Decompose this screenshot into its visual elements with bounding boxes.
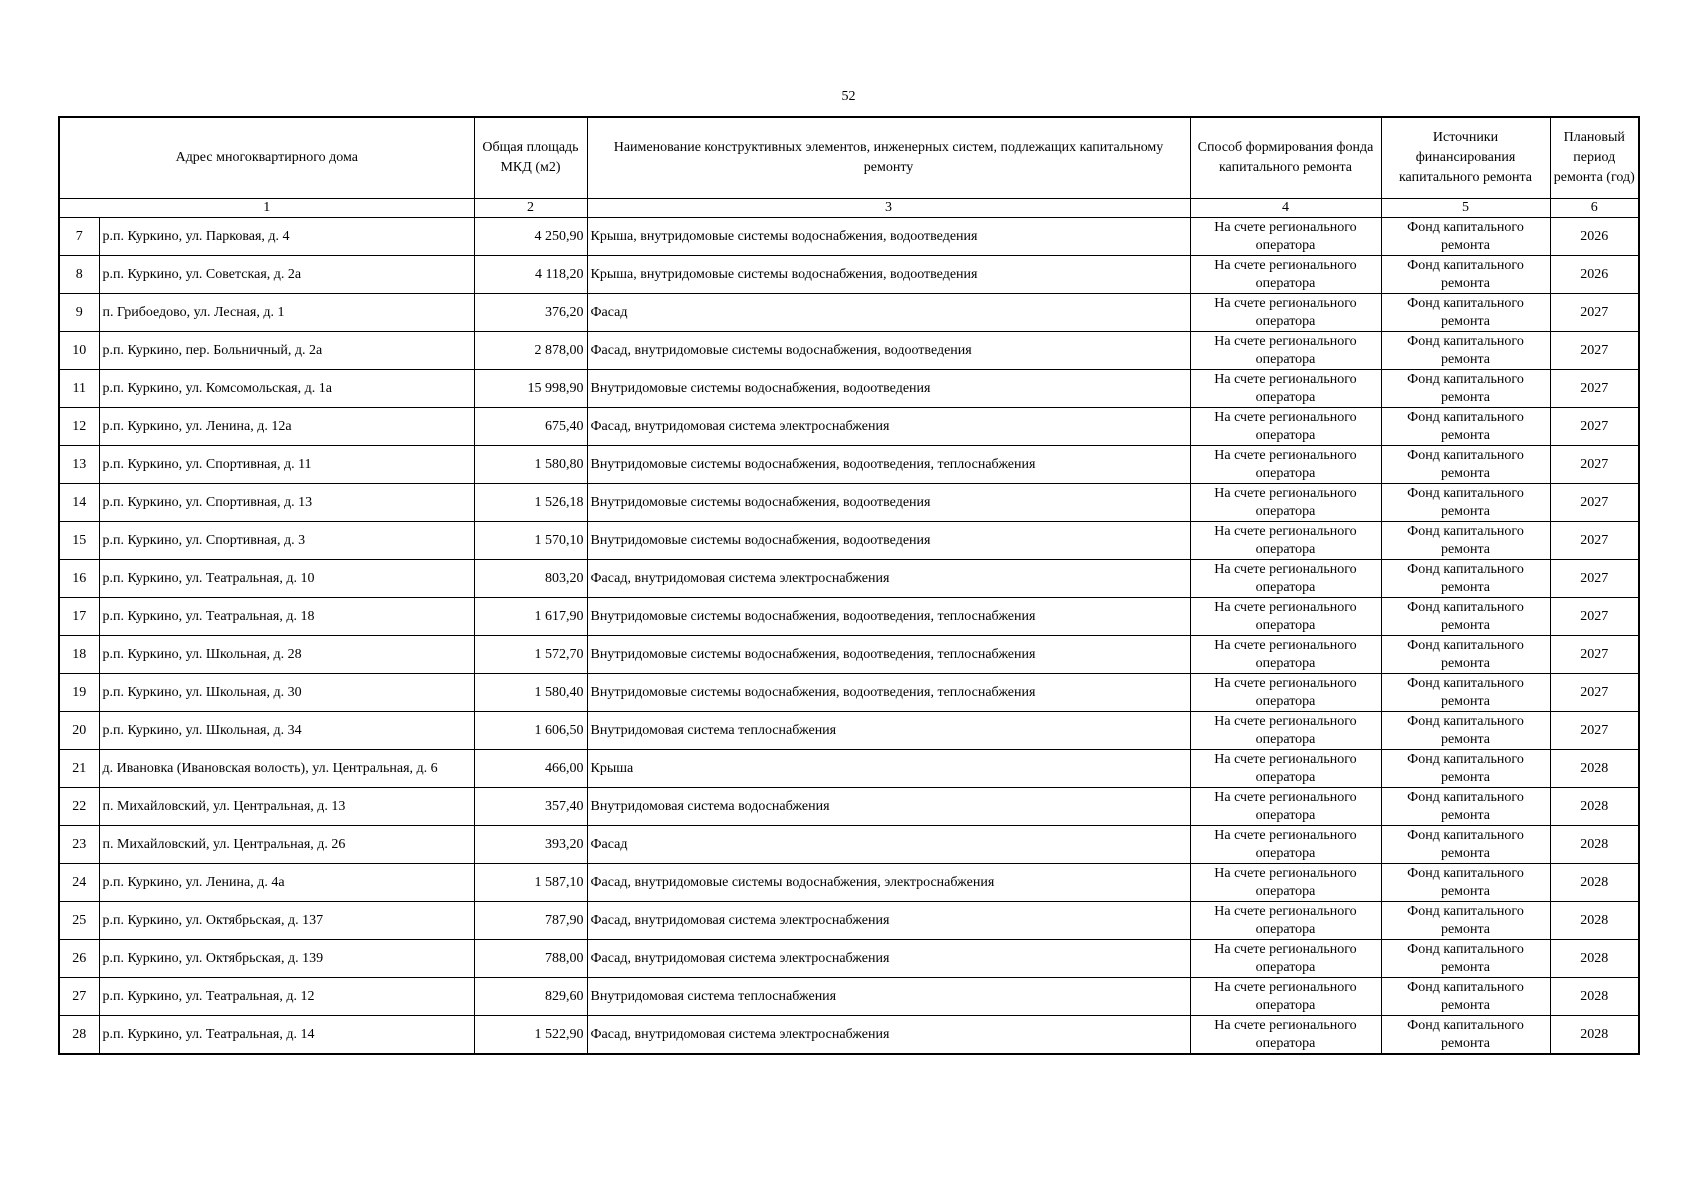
year-cell: 2028: [1550, 978, 1639, 1016]
address-cell: р.п. Куркино, ул. Советская, д. 2а: [99, 256, 474, 294]
table-row: [59, 522, 1639, 560]
area-cell: 2 878,00: [474, 332, 587, 370]
method-cell: На счете регионального оператора: [1190, 446, 1381, 484]
source-cell: Фонд капитального ремонта: [1381, 294, 1550, 332]
elements-cell: Внутридомовая система водоснабжения: [587, 788, 1190, 826]
row-number: 20: [59, 712, 99, 750]
year-cell: 2028: [1550, 940, 1639, 978]
area-cell: 466,00: [474, 750, 587, 788]
column-number: 4: [1190, 199, 1381, 218]
address-cell: р.п. Куркино, ул. Парковая, д. 4: [99, 218, 474, 256]
header-row: [59, 117, 1639, 199]
area-cell: 1 587,10: [474, 864, 587, 902]
elements-cell: Крыша, внутридомовые системы водоснабжения, водоотведения: [587, 256, 1190, 294]
area-cell: 829,60: [474, 978, 587, 1016]
source-cell: Фонд капитального ремонта: [1381, 674, 1550, 712]
source-cell: Фонд капитального ремонта: [1381, 446, 1550, 484]
table-row: [59, 408, 1639, 446]
address-cell: д. Ивановка (Ивановская волость), ул. Центральная, д. 6: [99, 750, 474, 788]
row-number: 19: [59, 674, 99, 712]
year-cell: 2028: [1550, 1016, 1639, 1055]
row-number: 18: [59, 636, 99, 674]
elements-cell: Фасад, внутридомовая система электроснабжения: [587, 940, 1190, 978]
area-cell: 1 526,18: [474, 484, 587, 522]
area-cell: 787,90: [474, 902, 587, 940]
address-cell: р.п. Куркино, ул. Спортивная, д. 11: [99, 446, 474, 484]
address-cell: п. Михайловский, ул. Центральная, д. 13: [99, 788, 474, 826]
method-cell: На счете регионального оператора: [1190, 522, 1381, 560]
year-cell: 2028: [1550, 788, 1639, 826]
area-cell: 357,40: [474, 788, 587, 826]
table-row: [59, 712, 1639, 750]
year-cell: 2027: [1550, 674, 1639, 712]
table-row: [59, 902, 1639, 940]
address-cell: р.п. Куркино, ул. Спортивная, д. 3: [99, 522, 474, 560]
source-cell: Фонд капитального ремонта: [1381, 864, 1550, 902]
address-cell: р.п. Куркино, ул. Ленина, д. 4а: [99, 864, 474, 902]
address-cell: р.п. Куркино, ул. Октябрьская, д. 137: [99, 902, 474, 940]
source-cell: Фонд капитального ремонта: [1381, 940, 1550, 978]
row-number: 10: [59, 332, 99, 370]
year-cell: 2027: [1550, 446, 1639, 484]
page-number: 52: [841, 89, 856, 104]
method-cell: На счете регионального оператора: [1190, 408, 1381, 446]
method-cell: На счете регионального оператора: [1190, 636, 1381, 674]
area-cell: 1 580,40: [474, 674, 587, 712]
elements-cell: Фасад, внутридомовая система электроснабжения: [587, 408, 1190, 446]
source-cell: Фонд капитального ремонта: [1381, 826, 1550, 864]
table-row: [59, 1016, 1639, 1055]
elements-cell: Внутридомовые системы водоснабжения, водоотведения: [587, 370, 1190, 408]
table-row: [59, 256, 1639, 294]
row-number: 21: [59, 750, 99, 788]
method-cell: На счете регионального оператора: [1190, 598, 1381, 636]
year-cell: 2027: [1550, 408, 1639, 446]
row-number: 24: [59, 864, 99, 902]
elements-cell: Крыша, внутридомовые системы водоснабжения, водоотведения: [587, 218, 1190, 256]
address-cell: р.п. Куркино, ул. Школьная, д. 28: [99, 636, 474, 674]
year-cell: 2028: [1550, 864, 1639, 902]
row-number: 25: [59, 902, 99, 940]
table-row: [59, 446, 1639, 484]
column-number-row: [59, 199, 1639, 218]
method-cell: На счете регионального оператора: [1190, 712, 1381, 750]
source-cell: Фонд капитального ремонта: [1381, 750, 1550, 788]
address-cell: р.п. Куркино, ул. Комсомольская, д. 1а: [99, 370, 474, 408]
area-cell: 788,00: [474, 940, 587, 978]
elements-cell: Фасад, внутридомовая система электроснабжения: [587, 1016, 1190, 1055]
method-cell: На счете регионального оператора: [1190, 560, 1381, 598]
source-cell: Фонд капитального ремонта: [1381, 256, 1550, 294]
elements-cell: Фасад, внутридомовая система электроснабжения: [587, 560, 1190, 598]
elements-cell: Фасад, внутридомовые системы водоснабжения, электроснабжения: [587, 864, 1190, 902]
year-cell: 2027: [1550, 636, 1639, 674]
method-cell: На счете регионального оператора: [1190, 826, 1381, 864]
row-number: 12: [59, 408, 99, 446]
method-cell: На счете регионального оператора: [1190, 902, 1381, 940]
row-number: 22: [59, 788, 99, 826]
elements-cell: Крыша: [587, 750, 1190, 788]
row-number: 13: [59, 446, 99, 484]
address-cell: п. Михайловский, ул. Центральная, д. 26: [99, 826, 474, 864]
area-cell: 393,20: [474, 826, 587, 864]
source-cell: Фонд капитального ремонта: [1381, 1016, 1550, 1055]
source-cell: Фонд капитального ремонта: [1381, 218, 1550, 256]
column-number: 2: [474, 199, 587, 218]
header-method: Способ формирования фонда капитального ремонта: [1190, 117, 1381, 199]
address-cell: р.п. Куркино, ул. Школьная, д. 30: [99, 674, 474, 712]
row-number: 27: [59, 978, 99, 1016]
source-cell: Фонд капитального ремонта: [1381, 788, 1550, 826]
row-number: 8: [59, 256, 99, 294]
year-cell: 2027: [1550, 370, 1639, 408]
row-number: 28: [59, 1016, 99, 1055]
area-cell: 15 998,90: [474, 370, 587, 408]
year-cell: 2027: [1550, 598, 1639, 636]
year-cell: 2027: [1550, 332, 1639, 370]
row-number: 14: [59, 484, 99, 522]
source-cell: Фонд капитального ремонта: [1381, 902, 1550, 940]
row-number: 16: [59, 560, 99, 598]
address-cell: р.п. Куркино, ул. Театральная, д. 14: [99, 1016, 474, 1055]
method-cell: На счете регионального оператора: [1190, 218, 1381, 256]
source-cell: Фонд капитального ремонта: [1381, 522, 1550, 560]
header-period: Плановый период ремонта (год): [1550, 117, 1639, 199]
method-cell: На счете регионального оператора: [1190, 788, 1381, 826]
elements-cell: Фасад: [587, 826, 1190, 864]
year-cell: 2027: [1550, 484, 1639, 522]
table-row: [59, 750, 1639, 788]
header-area: Общая площадь МКД (м2): [474, 117, 587, 199]
column-number: 6: [1550, 199, 1639, 218]
method-cell: На счете регионального оператора: [1190, 864, 1381, 902]
table-row: [59, 940, 1639, 978]
table-row: [59, 788, 1639, 826]
year-cell: 2027: [1550, 522, 1639, 560]
address-cell: р.п. Куркино, пер. Больничный, д. 2а: [99, 332, 474, 370]
area-cell: 1 572,70: [474, 636, 587, 674]
source-cell: Фонд капитального ремонта: [1381, 408, 1550, 446]
header-source: Источники финансирования капитального ремонта: [1381, 117, 1550, 199]
method-cell: На счете регионального оператора: [1190, 294, 1381, 332]
area-cell: 1 617,90: [474, 598, 587, 636]
address-cell: р.п. Куркино, ул. Ленина, д. 12а: [99, 408, 474, 446]
elements-cell: Внутридомовая система теплоснабжения: [587, 978, 1190, 1016]
table-row: [59, 560, 1639, 598]
elements-cell: Фасад, внутридомовые системы водоснабжения, водоотведения: [587, 332, 1190, 370]
area-cell: 1 580,80: [474, 446, 587, 484]
header-address: Адрес многоквартирного дома: [59, 117, 474, 199]
area-cell: 803,20: [474, 560, 587, 598]
method-cell: На счете регионального оператора: [1190, 1016, 1381, 1055]
row-number: 7: [59, 218, 99, 256]
address-cell: р.п. Куркино, ул. Театральная, д. 18: [99, 598, 474, 636]
row-number: 11: [59, 370, 99, 408]
method-cell: На счете регионального оператора: [1190, 256, 1381, 294]
table-row: [59, 294, 1639, 332]
area-cell: 376,20: [474, 294, 587, 332]
method-cell: На счете регионального оператора: [1190, 332, 1381, 370]
year-cell: 2028: [1550, 750, 1639, 788]
method-cell: На счете регионального оператора: [1190, 750, 1381, 788]
method-cell: На счете регионального оператора: [1190, 370, 1381, 408]
area-cell: 1 606,50: [474, 712, 587, 750]
elements-cell: Внутридомовые системы водоснабжения, водоотведения: [587, 522, 1190, 560]
area-cell: 1 570,10: [474, 522, 587, 560]
table-row: [59, 598, 1639, 636]
row-number: 26: [59, 940, 99, 978]
source-cell: Фонд капитального ремонта: [1381, 560, 1550, 598]
year-cell: 2026: [1550, 218, 1639, 256]
method-cell: На счете регионального оператора: [1190, 674, 1381, 712]
repair-plan-table: [58, 116, 1640, 1055]
area-cell: 4 250,90: [474, 218, 587, 256]
table-row: [59, 332, 1639, 370]
year-cell: 2027: [1550, 560, 1639, 598]
source-cell: Фонд капитального ремонта: [1381, 636, 1550, 674]
elements-cell: Внутридомовые системы водоснабжения, водоотведения, теплоснабжения: [587, 446, 1190, 484]
address-cell: р.п. Куркино, ул. Школьная, д. 34: [99, 712, 474, 750]
source-cell: Фонд капитального ремонта: [1381, 598, 1550, 636]
table-row: [59, 484, 1639, 522]
elements-cell: Внутридомовые системы водоснабжения, водоотведения: [587, 484, 1190, 522]
row-number: 9: [59, 294, 99, 332]
header-elements: Наименование конструктивных элементов, инженерных систем, подлежащих капитальному ремонту: [587, 117, 1190, 199]
table-row: [59, 674, 1639, 712]
row-number: 17: [59, 598, 99, 636]
year-cell: 2027: [1550, 294, 1639, 332]
column-number: 3: [587, 199, 1190, 218]
area-cell: 675,40: [474, 408, 587, 446]
column-number: 5: [1381, 199, 1550, 218]
year-cell: 2028: [1550, 902, 1639, 940]
address-cell: р.п. Куркино, ул. Театральная, д. 12: [99, 978, 474, 1016]
table-row: [59, 864, 1639, 902]
source-cell: Фонд капитального ремонта: [1381, 712, 1550, 750]
table-row: [59, 218, 1639, 256]
elements-cell: Фасад, внутридомовая система электроснабжения: [587, 902, 1190, 940]
year-cell: 2028: [1550, 826, 1639, 864]
method-cell: На счете регионального оператора: [1190, 940, 1381, 978]
source-cell: Фонд капитального ремонта: [1381, 978, 1550, 1016]
address-cell: п. Грибоедово, ул. Лесная, д. 1: [99, 294, 474, 332]
table-row: [59, 826, 1639, 864]
column-number: 1: [59, 199, 474, 218]
address-cell: р.п. Куркино, ул. Октябрьская, д. 139: [99, 940, 474, 978]
elements-cell: Фасад: [587, 294, 1190, 332]
address-cell: р.п. Куркино, ул. Театральная, д. 10: [99, 560, 474, 598]
year-cell: 2027: [1550, 712, 1639, 750]
elements-cell: Внутридомовая система теплоснабжения: [587, 712, 1190, 750]
source-cell: Фонд капитального ремонта: [1381, 370, 1550, 408]
year-cell: 2026: [1550, 256, 1639, 294]
address-cell: р.п. Куркино, ул. Спортивная, д. 13: [99, 484, 474, 522]
area-cell: 4 118,20: [474, 256, 587, 294]
area-cell: 1 522,90: [474, 1016, 587, 1055]
table-row: [59, 370, 1639, 408]
row-number: 15: [59, 522, 99, 560]
elements-cell: Внутридомовые системы водоснабжения, водоотведения, теплоснабжения: [587, 598, 1190, 636]
table-row: [59, 978, 1639, 1016]
table-row: [59, 636, 1639, 674]
row-number: 23: [59, 826, 99, 864]
method-cell: На счете регионального оператора: [1190, 978, 1381, 1016]
source-cell: Фонд капитального ремонта: [1381, 332, 1550, 370]
elements-cell: Внутридомовые системы водоснабжения, водоотведения, теплоснабжения: [587, 674, 1190, 712]
elements-cell: Внутридомовые системы водоснабжения, водоотведения, теплоснабжения: [587, 636, 1190, 674]
source-cell: Фонд капитального ремонта: [1381, 484, 1550, 522]
method-cell: На счете регионального оператора: [1190, 484, 1381, 522]
